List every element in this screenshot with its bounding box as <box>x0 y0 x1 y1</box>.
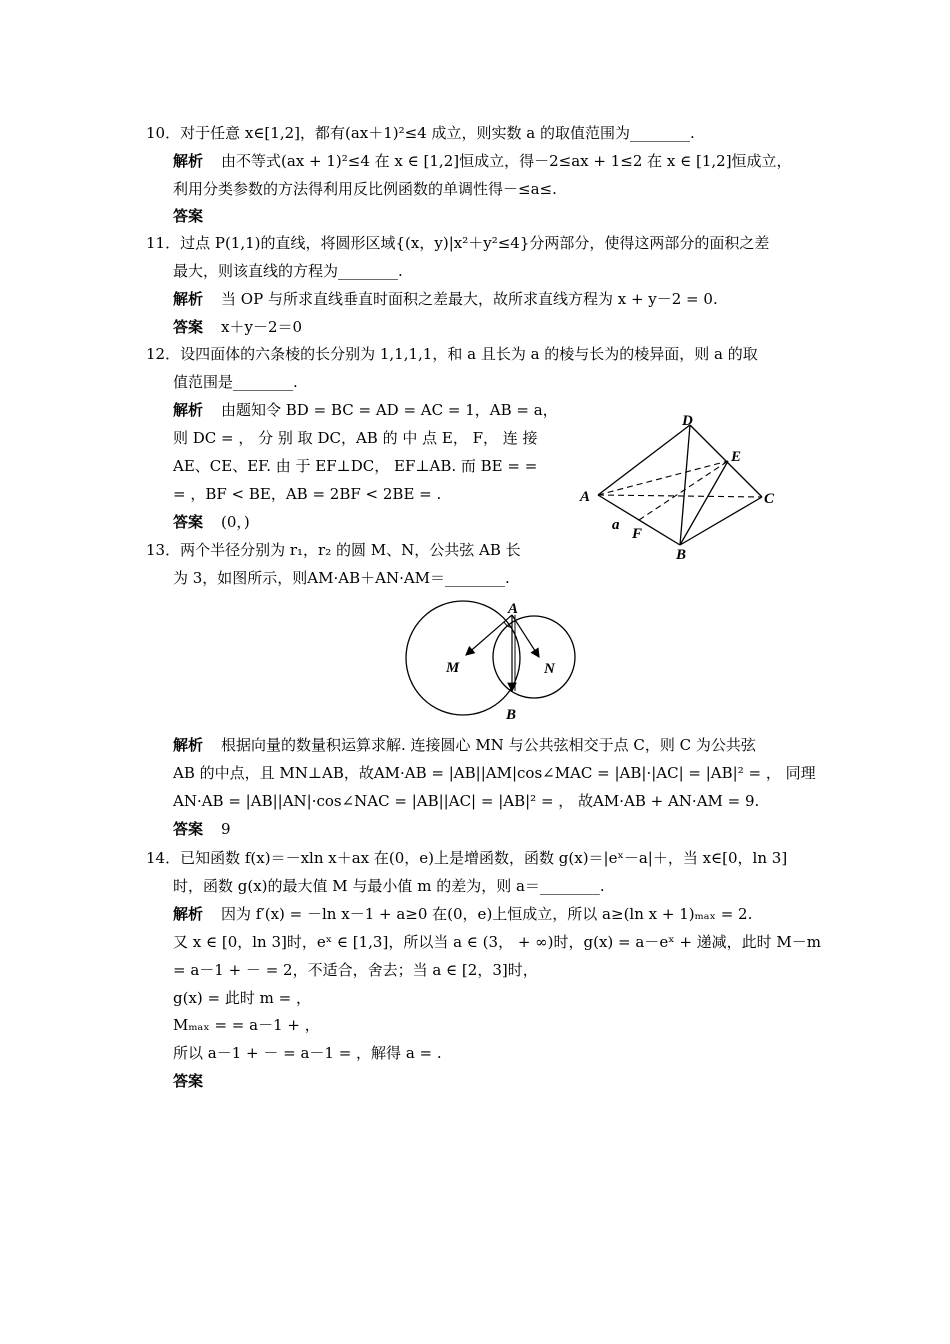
q14-answer-label: 答案 <box>173 1072 204 1090</box>
label-E: E <box>731 449 742 465</box>
q13-analysis-line-3: AN·AB = |AB||AN|·cos∠NAC = |AB||AC| = |AB|² = ， 故AM·AB + AN·AM = 9. <box>173 792 760 810</box>
q11-analysis-label: 解析 <box>173 290 204 308</box>
q14-analysis-line-1 <box>173 904 752 924</box>
q14-analysis-line-4: g(x) = 此时 m = ， <box>173 989 311 1007</box>
q10-analysis-line-2: 利用分类参数的方法得利用反比例函数的单调性得－≤a≤. <box>173 180 557 198</box>
q12-analysis-line-2: 则 DC = ， 分 别 取 DC，AB 的 中 点 E， F， 连 接 <box>173 429 538 447</box>
q13-analysis-label: 解析 <box>173 736 204 754</box>
label-B: B <box>676 547 687 563</box>
q10-analysis-line-1 <box>173 151 792 171</box>
vector-AM <box>466 615 512 655</box>
label-M: M <box>446 660 460 676</box>
label-C: C <box>764 491 775 507</box>
segment-EF <box>639 461 728 520</box>
q14-analysis-line-6: 所以 a－1 + － = a－1 = ，解得 a = . <box>173 1044 442 1062</box>
edge-AC <box>598 495 762 497</box>
q12-stem-1: 12．设四面体的六条棱的长分别为 1,1,1,1，和 a 且长为 a 的棱与长为的棱异面，则 a 的取 <box>146 345 758 363</box>
q10-analysis-text-1: 由不等式(ax + 1)²≤4 在 x ∈ [1,2]恒成立，得－2≤ax + 1≤2 在 x ∈ [1,2]恒成立， <box>221 152 792 170</box>
label-F: F <box>632 526 643 542</box>
q14-stem-1: 14．已知函数 f(x)＝－xln x＋ax 在(0，e)上是增函数，函数 g(x)＝|eˣ－a|＋，当 x∈[0，ln 3] <box>146 849 788 867</box>
q14-analysis-text-1: 因为 f′(x) = －ln x－1 + a≥0 在(0，e)上恒成立，所以 a≥(ln x + 1)ₘₐₓ = 2. <box>221 905 753 923</box>
q12-stem-2: 值范围是________. <box>173 373 298 391</box>
q10-stem: 10．对于任意 x∈[1,2]，都有(ax＋1)²≤4 成立，则实数 a 的取值范围为________. <box>146 124 695 142</box>
q13-answer-line <box>173 819 231 839</box>
q12-analysis-label: 解析 <box>173 401 204 419</box>
q13-analysis-line-1 <box>173 735 756 755</box>
label-N: N <box>544 661 555 677</box>
q10-answer-line <box>173 206 221 226</box>
label-D: D <box>682 413 693 429</box>
q11-answer: x＋y－2＝0 <box>221 318 303 336</box>
q11-analysis-line <box>173 289 718 309</box>
q13-analysis-text-1: 根据向量的数量积运算求解. 连接圆心 MN 与公共弦相交于点 C，则 C 为公共弦 <box>221 736 756 754</box>
q14-analysis-label: 解析 <box>173 905 204 923</box>
q11-stem-1: 11．过点 P(1,1)的直线，将圆形区域{(x，y)|x²＋y²≤4}分两部分，使得这两部分的面积之差 <box>146 234 770 252</box>
q13-stem-2: 为 3，如图所示，则AM·AB＋AN·AM＝________. <box>173 569 510 587</box>
q14-analysis-line-5: Mₘₐₓ = = a－1 + ， <box>173 1016 320 1034</box>
q14-analysis-line-3: = a－1 + － = 2，不适合，舍去；当 a ∈ [2，3]时， <box>173 961 538 979</box>
segment-BE <box>680 461 728 545</box>
q10-answer-label: 答案 <box>173 207 204 225</box>
circle-M <box>406 601 520 715</box>
label-B: B <box>506 707 517 723</box>
q12-answer-line <box>173 512 250 532</box>
q12-analysis-text-1: 由题知令 BD = BC = AD = AC = 1，AB = a， <box>221 401 558 419</box>
edge-BD <box>680 425 690 545</box>
q13-answer: 9 <box>221 820 231 838</box>
q11-answer-line <box>173 317 302 337</box>
two-circles-figure <box>400 597 585 725</box>
q11-stem-2: 最大，则该直线的方程为________. <box>173 262 403 280</box>
q11-answer-label: 答案 <box>173 318 204 336</box>
label-A: A <box>508 601 519 617</box>
q12-answer: (0，) <box>221 513 250 531</box>
q13-stem-1: 13．两个半径分别为 r₁，r₂ 的圆 M、N，公共弦 AB 长 <box>146 541 521 559</box>
label-A: A <box>580 489 591 505</box>
tetrahedron-figure <box>570 405 785 565</box>
q14-answer-line <box>173 1071 221 1091</box>
q12-analysis-line-1 <box>173 400 558 420</box>
label-a: a <box>612 517 620 533</box>
q13-answer-label: 答案 <box>173 820 204 838</box>
q12-analysis-line-4: = ，BF < BE，AB = 2BF < 2BE = . <box>173 485 442 503</box>
q13-analysis-line-2: AB 的中点，且 MN⊥AB，故AM·AB = |AB||AM|cos∠MAC = |AB|·|AC| = |AB|² = ， 同理 <box>173 764 816 782</box>
q14-analysis-line-2: 又 x ∈ [0，ln 3]时，eˣ ∈ [1,3]，所以当 a ∈ (3， + ∞)时，g(x) = a－eˣ + 递减，此时 M－m <box>173 933 822 951</box>
q12-analysis-line-3: AE、CE、EF. 由 于 EF⊥DC， EF⊥AB. 而 BE = = <box>173 457 538 475</box>
q11-analysis-text: 当 OP 与所求直线垂直时面积之差最大，故所求直线方程为 x + y－2 = 0. <box>221 290 718 308</box>
q12-answer-label: 答案 <box>173 513 204 531</box>
circle-N <box>493 616 575 698</box>
segment-AE <box>598 461 728 495</box>
edge-BC <box>680 497 762 545</box>
q14-stem-2: 时，函数 g(x)的最大值 M 与最小值 m 的差为，则 a＝________. <box>173 877 605 895</box>
edge-AD <box>598 425 690 495</box>
q10-analysis-label: 解析 <box>173 152 204 170</box>
